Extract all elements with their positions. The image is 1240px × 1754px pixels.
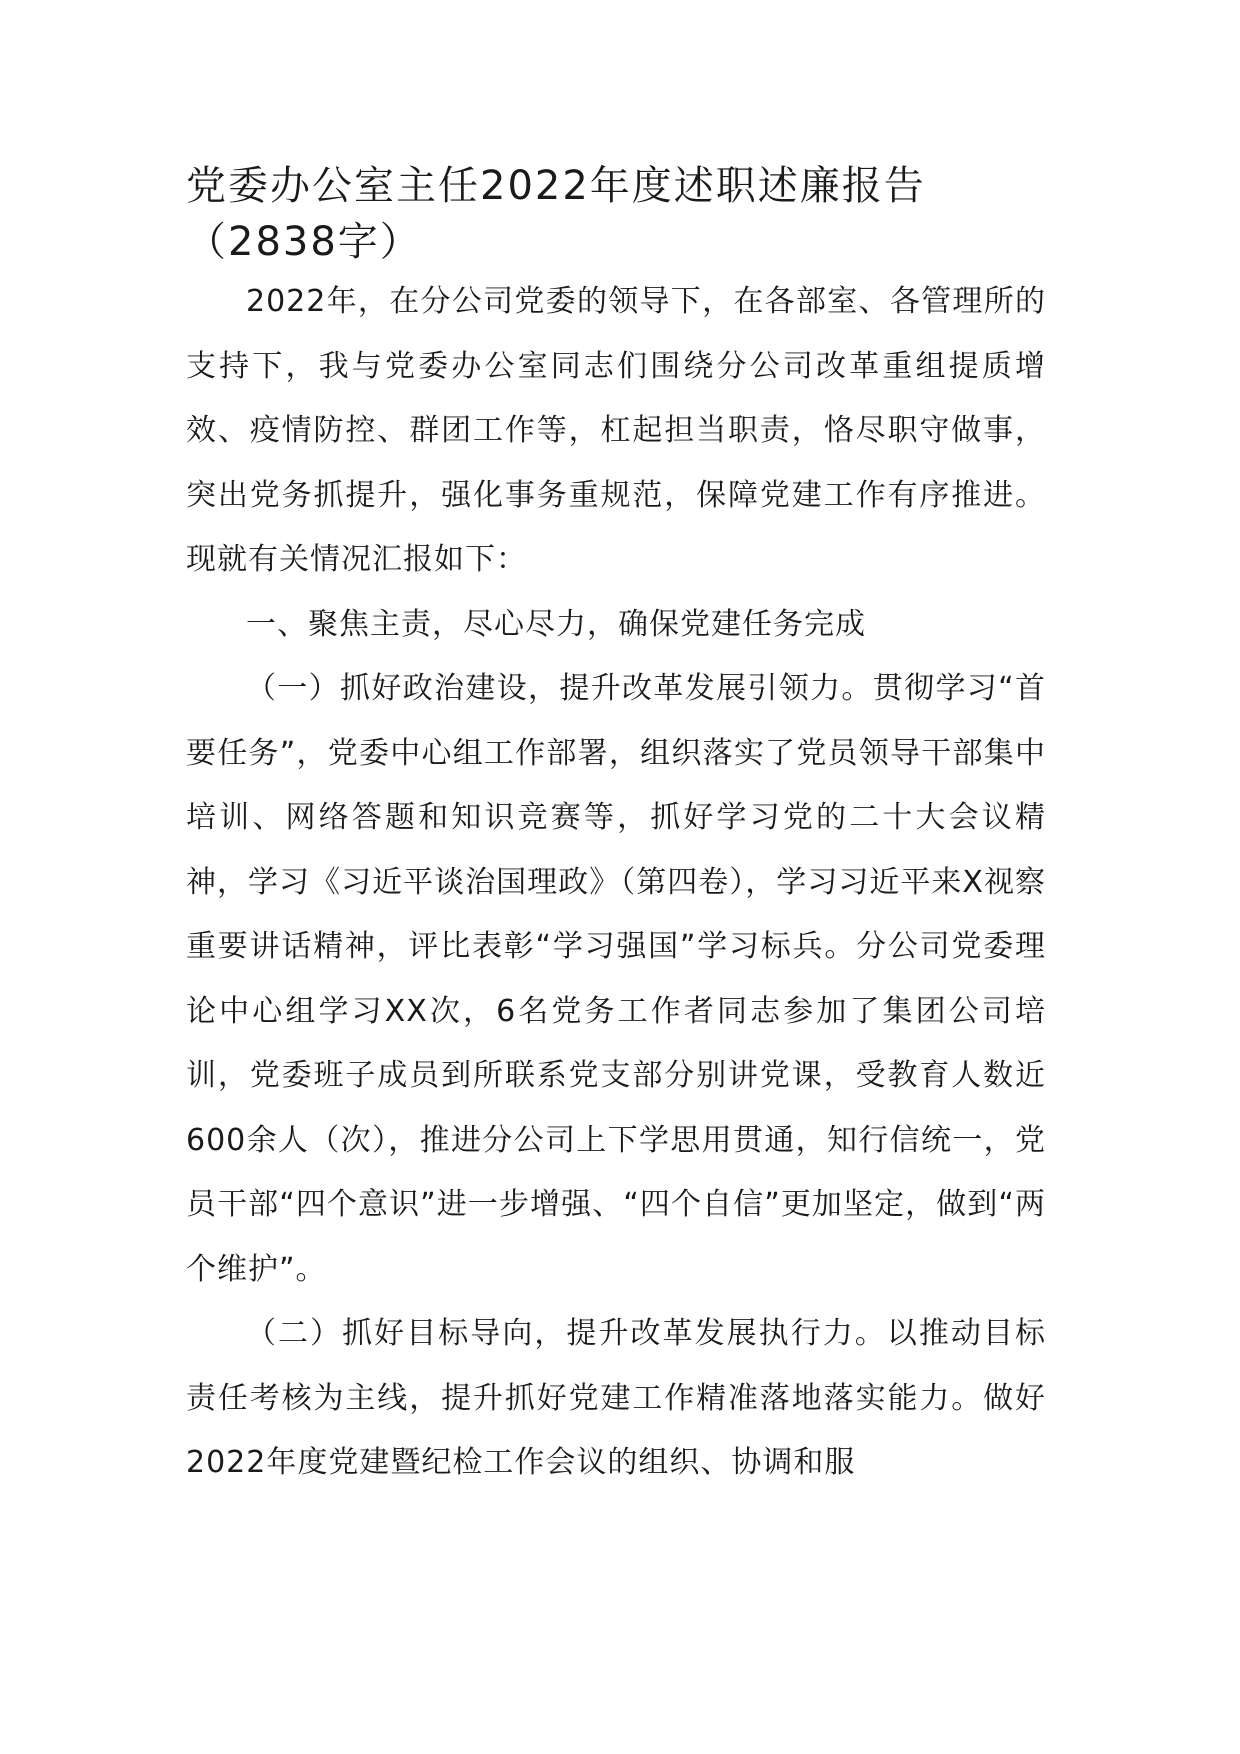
document-title: 党委办公室主任2022年度述职述廉报告（2838字） xyxy=(186,163,926,265)
document-body xyxy=(186,270,1046,1496)
body-paragraph: （一）抓好政治建设，提升改革发展引领力。贯彻学习“首要任务”，党委中心组工作部署，组织落实了党员领导干部集中培训、网络答题和知识竞赛等，抓好学习党的二十大会议精神，学习《习近平谈治国理政》（第四卷），学习习近平来X视察重要讲话精神，评比表彰“学习强国”学习标兵。分公司党委理论中心组学习XX次，6名党务工作者同志参加了集团公司培训，党委班子成员到所联系党支部分别讲党课，受教育人数近600余人（次），推进分公司上下学思用贯通，知行信统一，党员干部“四个意识”进一步增强、“四个自信”更加坚定，做到“两个维护”。 xyxy=(186,671,1046,1287)
body-paragraph: （二）抓好目标导向，提升改革发展执行力。以推动目标责任考核为主线，提升抓好党建工作精准落地落实能力。做好2022年度党建暨纪检工作会议的组织、协调和服 xyxy=(186,1316,1046,1480)
document-page xyxy=(186,158,1046,1496)
section-heading: 一、聚焦主责，尽心尽力，确保党建任务完成 xyxy=(246,606,866,642)
intro-paragraph: 2022年，在分公司党委的领导下，在各部室、各管理所的支持下，我与党委办公室同志们围绕分公司改革重组提质增效、疫情防控、群团工作等，杠起担当职责，恪尽职守做事，突出党务抓提升，强化事务重规范，保障党建工作有序推进。现就有关情况汇报如下： xyxy=(186,284,1046,577)
